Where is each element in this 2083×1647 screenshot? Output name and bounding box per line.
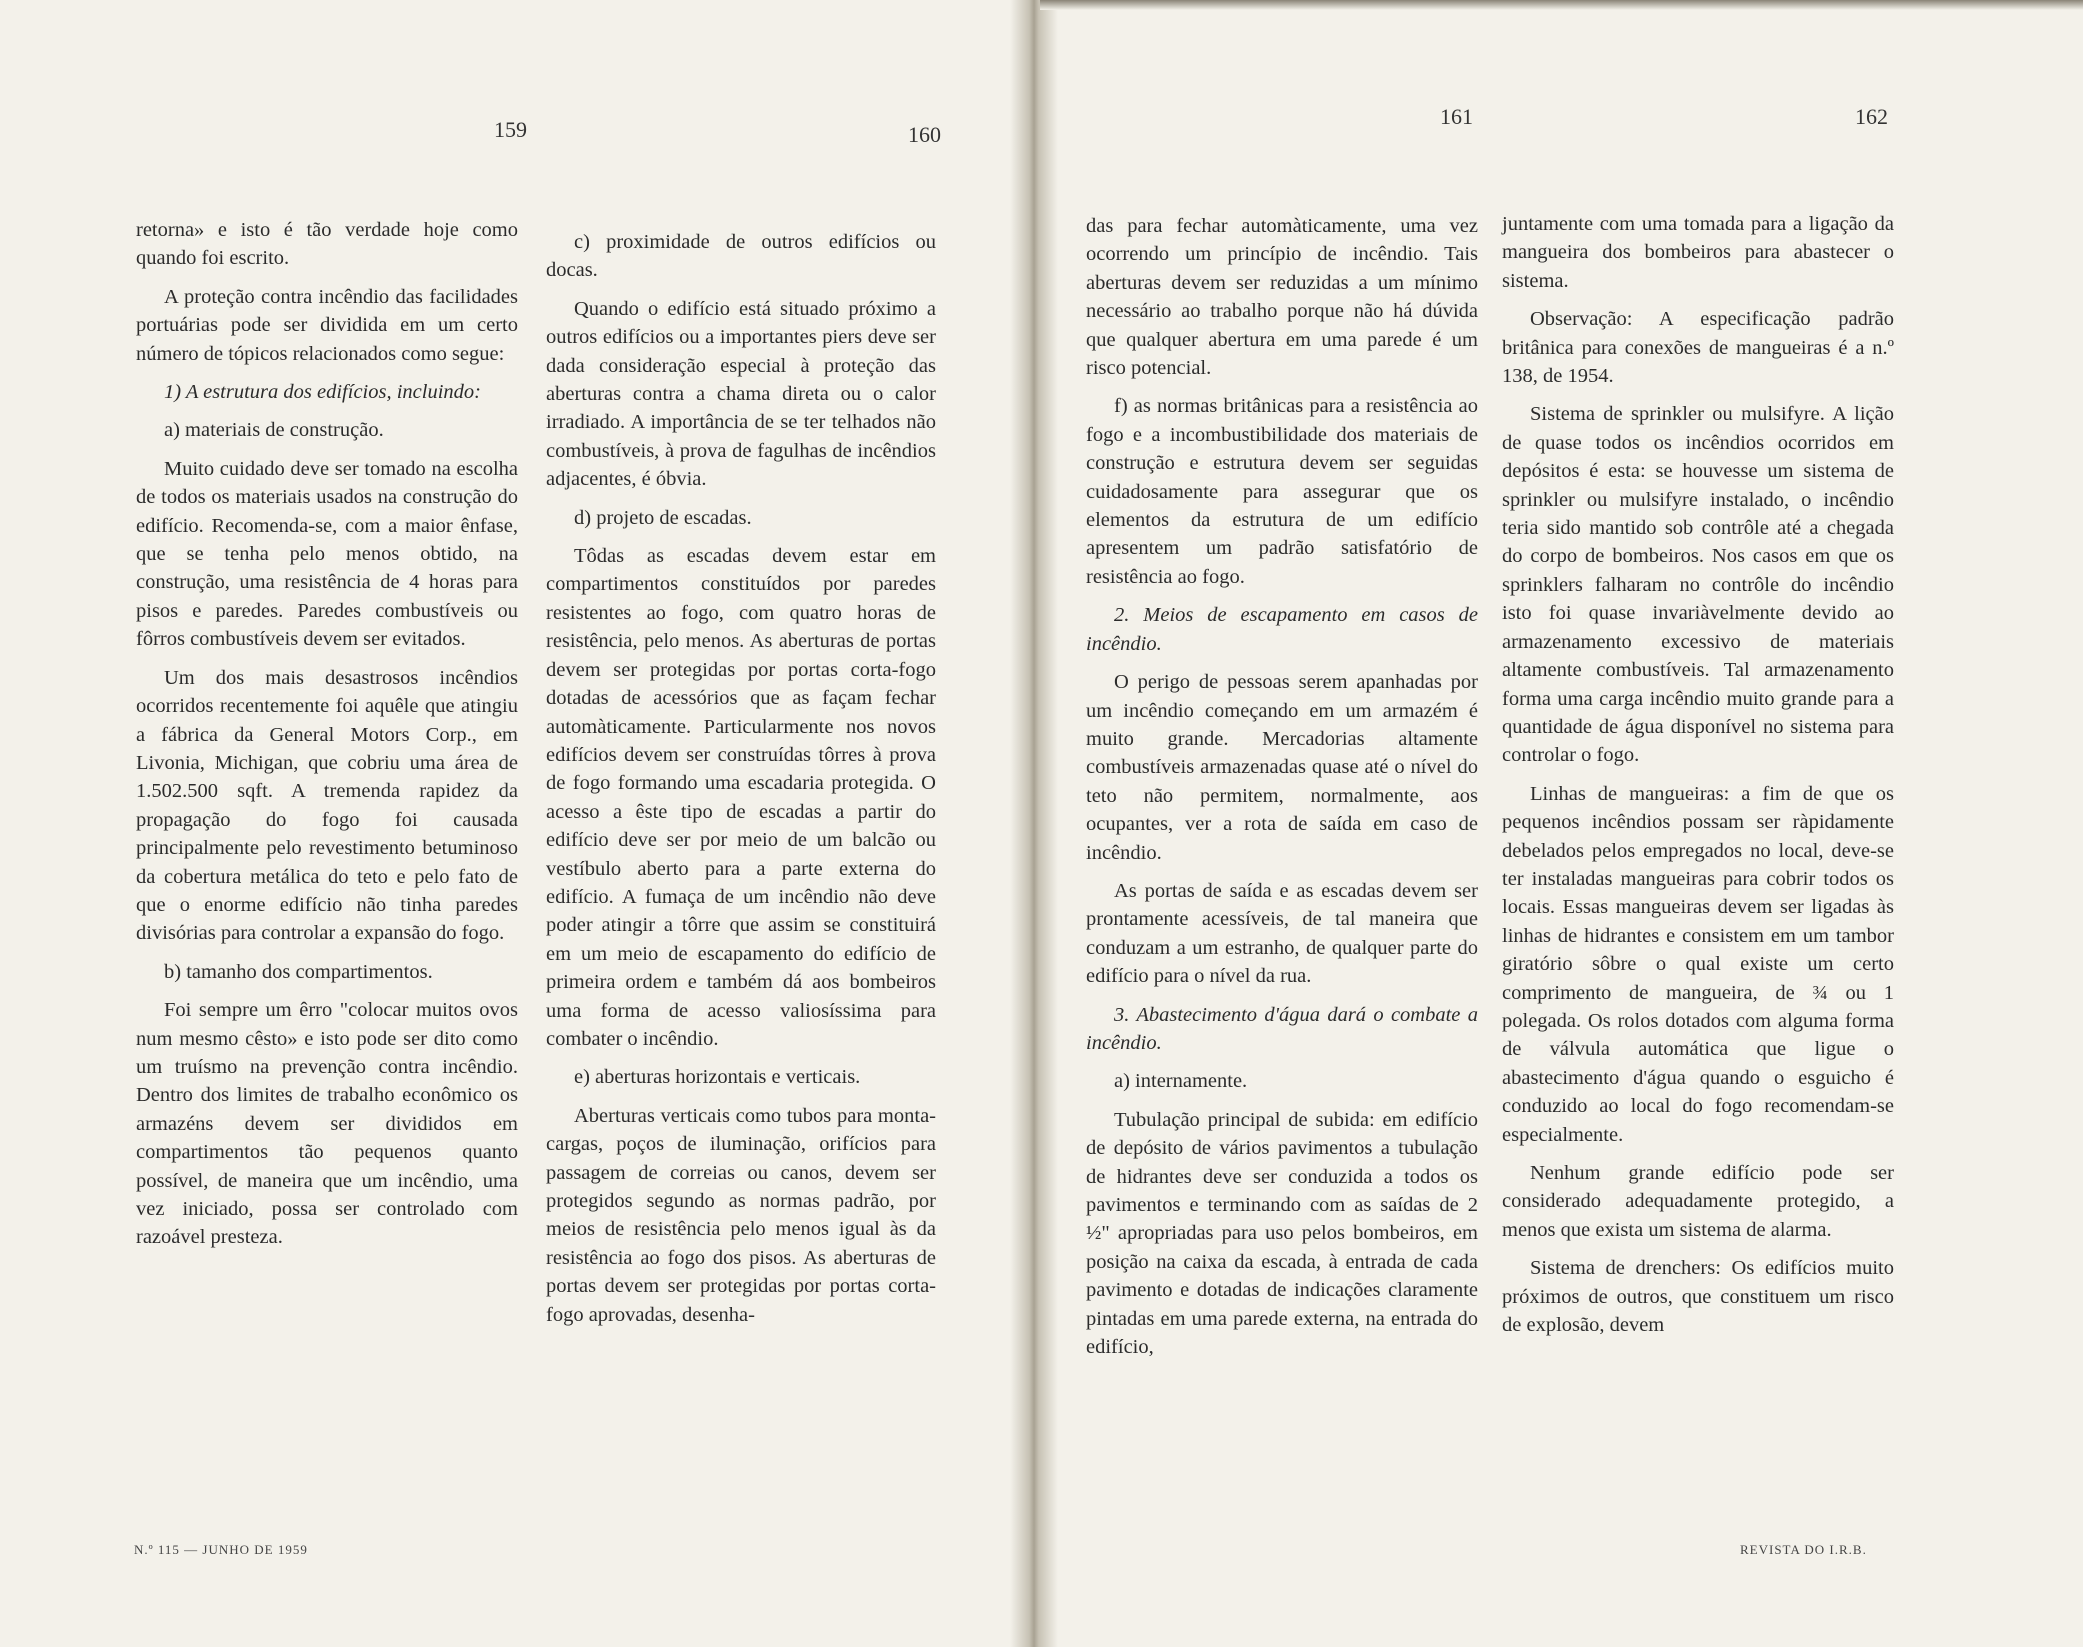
paragraph: retorna» e isto é tão verdade hoje como quando foi escrito. <box>136 219 518 270</box>
paragraph: A proteção contra incêndio das facilidades portuárias pode ser dividida em um certo número de tópicos relacionados como segue: <box>136 285 518 365</box>
paragraph: f) as normas britânicas para a resistência ao fogo e a incombustibilidade dos materiais de construção e estrutura devem ser seguidas cuidadosamente para assegurar que os elementos da estrutura de um edifício apresentem um padrão satisfatório de resistência ao fogo. <box>1086 395 1478 588</box>
paragraph: Linhas de mangueiras: a fim de que os pequenos incêndios possam ser ràpidamente debelados pelos empregados no local, deve-se ter instaladas mangueiras para cobrir todos os locais. Essas mangueiras devem ser ligadas às linhas de hidrantes e consistem em um tambor giratório sôbre o qual existe um certo comprimento de mangueira, de ¾ ou 1 polegada. Os rolos dotados com alguma forma de válvula automática que ligue o abastecimento d'água quando o esguicho é conduzido ao local do fogo recomendam-se especialmente. <box>1502 782 1894 1146</box>
paragraph: Foi sempre um êrro "colocar muitos ovos num mesmo cêsto» e isto pode ser dito como um truísmo na prevenção contra incêndio. Dentro dos limites de trabalho econômico os armazéns devem ser divididos em compartimentos tão pequenos quanto possível, de maneira que um incêndio, uma vez iniciado, possa ser controlado com razoável presteza. <box>136 999 518 1249</box>
subsection-heading: d) projeto de escadas. <box>574 506 752 529</box>
page-number-159: 159 <box>494 117 527 142</box>
text-column-left-1 <box>136 216 518 1262</box>
paragraph: Tubulação principal de subida: em edifício de depósito de vários pavimentos a tubulação de hidrantes deve ser conduzida a todos os pavimentos e terminando com as saídas de 2 ½" apropriadas para uso pelos bombeiros, em posição na caixa da escada, à entrada de cada pavimento e dotadas de indicações claramente pintadas em uma parede externa, na entrada do edifício, <box>1086 1108 1478 1359</box>
paragraph: Um dos mais desastrosos incêndios ocorridos recentemente foi aquêle que atingiu a fábrica da General Motors Corp., em Livonia, Michigan, que cobriu uma área de 1.502.500 sqft. A tremenda rapidez da propagação do fogo foi causada principalmente pelo revestimento betuminoso da cobertura metálica do teto e pelo fato de que o enorme edifício não tinha paredes divisórias para controlar a expansão do fogo. <box>136 666 518 945</box>
paragraph: Sistema de drenchers: Os edifícios muito próximos de outros, que constituem um risco de explosão, devem <box>1502 1257 1894 1337</box>
paragraph: Nenhum grande edifício pode ser considerado adequadamente protegido, a menos que exista um sistema de alarma. <box>1502 1162 1894 1241</box>
right-page <box>1050 0 2083 1647</box>
subsection-heading: b) tamanho dos compartimentos. <box>164 960 433 983</box>
text-column-left-2 <box>546 228 936 1339</box>
subsection-heading: a) internamente. <box>1114 1070 1248 1093</box>
paragraph: Quando o edifício está situado próximo a outros edifícios ou a importantes piers deve ser dada consideração especial à proteção das aberturas contra a chama direta ou o calor irradiado. A importância de se ter telhados não combustíveis, à prova de fagulhas de incêndios adjacentes, é óbvia. <box>546 297 936 491</box>
text-column-right-1 <box>1086 212 1478 1371</box>
paragraph: Aberturas verticais como tubos para monta-cargas, poços de iluminação, orifícios para passagem de correias ou canos, devem ser protegidos segundo as normas padrão, por meios de resistência pelo menos igual às da resistência ao fogo dos pisos. As aberturas de portas devem ser protegidas por portas corta-fogo aprovadas, desenha- <box>546 1104 936 1326</box>
paragraph: Muito cuidado deve ser tomado na escolha de todos os materiais usados na construção do edifício. Recomenda-se, com a maior ênfase, que se tenha pelo menos obtido, na construção, uma resistência de 4 horas para pisos e paredes. Paredes combustíveis ou fôrros combustíveis devem ser evitados. <box>136 457 518 651</box>
subsection-heading: a) materiais de construção. <box>164 419 384 442</box>
section-heading: 1) A estrutura dos edifícios, incluindo: <box>164 381 481 404</box>
paragraph: O perigo de pessoas serem apanhadas por um incêndio começando em um armazém é muito grande. Mercadorias altamente combustíveis armazenadas quase até o nível do teto não permitem, normalmente, aos ocupantes, ver a rota de saída em caso de incêndio. <box>1086 671 1478 864</box>
left-page <box>0 0 1020 1647</box>
section-heading: 2. Meios de escapamento em casos de incêndio. <box>1086 604 1478 655</box>
page-number-162: 162 <box>1855 104 1888 129</box>
section-heading: 3. Abastecimento d'água dará o combate a incêndio. <box>1086 1003 1478 1054</box>
paragraph: juntamente com uma tomada para a ligação da mangueira dos bombeiros para abastecer o sistema. <box>1502 213 1894 292</box>
paragraph: As portas de saída e as escadas devem ser prontamente acessíveis, de tal maneira que conduzam a um estranho, de qualquer parte do edifício para o nível da rua. <box>1086 879 1478 988</box>
page-number-160: 160 <box>908 122 941 147</box>
text-column-right-2 <box>1502 210 1894 1349</box>
paragraph: Tôdas as escadas devem estar em compartimentos constituídos por paredes resistentes ao fogo, com quatro horas de resistência, pelo menos. As aberturas de portas devem ser protegidas por portas corta-fogo dotadas de acessórios que as façam fechar automàticamente. Particularmente nos novos edifícios devem ser construídas tôrres à prova de fogo formando uma escadaria protegida. O acesso a êste tipo de escadas a partir do edifício deve ser por meio de um balcão ou vestíbulo aberto para a parte externa do edifício. A fumaça de um incêndio não deve poder atingir a tôrre que assim se constituirá em um meio de escapamento do edifício de primeira ordem e também dá aos bombeiros uma forma de acesso valiosíssima para combater o incêndio. <box>546 545 936 1050</box>
page-number-161: 161 <box>1440 104 1473 129</box>
paragraph: Observação: A especificação padrão britânica para conexões de mangueiras é a n.º 138, de 1954. <box>1502 308 1894 388</box>
paragraph: das para fechar automàticamente, uma vez ocorrendo um princípio de incêndio. Tais aberturas devem ser reduzidas a um mínimo necessário ao trabalho porque não há dúvida que qualquer abertura em uma parede é um risco potencial. <box>1086 215 1478 380</box>
subsection-heading: e) aberturas horizontais e verticais. <box>574 1066 861 1089</box>
paragraph: Sistema de sprinkler ou mulsifyre. A lição de quase todos os incêndios ocorridos em depósitos é esta: se houvesse um sistema de sprinkler ou mulsifyre instalado, o incêndio teria sido mantido sob contrôle até a chegada do corpo de bombeiros. Nos casos em que os sprinklers falharam no contrôle do incêndio isto foi quase invariàvelmente devido ao armazenamento excessivo de materiais altamente combustíveis. Tal armazenamento forma uma carga incêndio muito grande para a quantidade de água disponível no sistema para controlar o fogo. <box>1502 403 1894 767</box>
subsection-heading: c) proximidade de outros edifícios ou docas. <box>546 231 936 282</box>
footer-journal-name: REVISTA DO I.R.B. <box>1740 1542 1867 1557</box>
footer-issue-date: N.º 115 — JUNHO DE 1959 <box>134 1542 308 1557</box>
